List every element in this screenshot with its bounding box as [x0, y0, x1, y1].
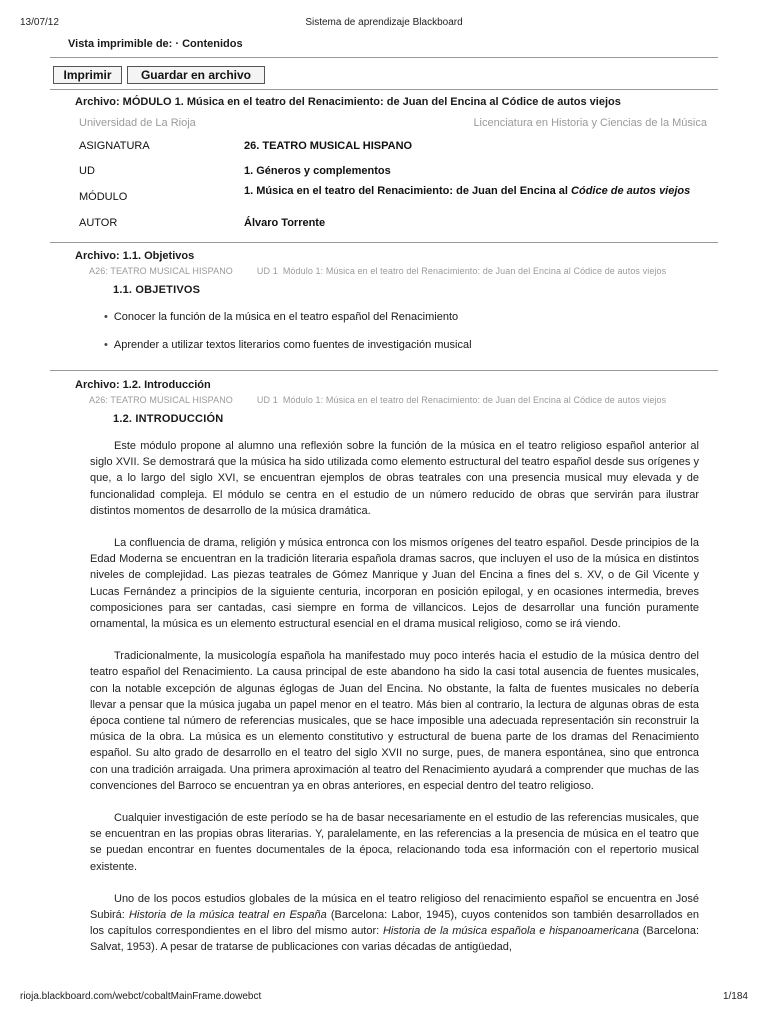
meta-value: Álvaro Torrente: [244, 217, 326, 229]
file-title: Archivo: 1.2. Introducción: [75, 379, 211, 391]
page-number: 1/184: [722, 991, 748, 1002]
list-item: • Aprender a utilizar textos literarios como fuentes de investigación musical: [104, 339, 472, 351]
breadcrumb: [89, 266, 708, 276]
module-info-table: [73, 115, 713, 229]
breadcrumb-ud: UD 1: [256, 266, 278, 276]
page-title: Vista imprimible de: · Contenidos: [68, 38, 243, 50]
section-heading: 1.2. INTRODUCCIÓN: [113, 413, 224, 425]
book-title: Historia de la música teatral en España: [128, 909, 327, 922]
divider: [50, 57, 718, 58]
introduction-text: [90, 438, 699, 972]
meta-value: 26. TEATRO MUSICAL HISPANO: [244, 140, 413, 152]
print-button[interactable]: Imprimir: [53, 66, 122, 84]
print-header: [20, 17, 748, 31]
meta-value: 1. Géneros y complementos: [244, 165, 391, 177]
print-footer: [20, 991, 748, 1005]
paragraph: Este módulo propone al alumno una reflexión sobre la función de la música en el teatro religioso español anterior al siglo XVII. Se demostrará que la música ha sido utilizada como elemento estructural del teatro español desde sus orígenes y que, a lo largo del siglo XVI, se encuentran ejemplos de obras teatrales con una presencia musical muy elevada y de funcionalidad compleja. El módulo se centra en el estudio de un número reducido de obras que servirán para ilustrar distintos momentos de desarrollo de la música dramática.: [90, 440, 699, 517]
divider: [50, 89, 718, 90]
module-name: 1. Música en el teatro del Renacimiento: de Juan del Encina al: [244, 185, 572, 197]
meta-label: AUTOR: [79, 217, 118, 229]
list-item: • Conocer la función de la música en el teatro español del Renacimiento: [104, 311, 458, 323]
meta-label: UD: [79, 165, 95, 177]
print-date: 13/07/12: [20, 17, 59, 28]
breadcrumb-subject: A26: TEATRO MUSICAL HISPANO: [89, 395, 233, 405]
paragraph: Cualquier investigación de este período se ha de basar necesariamente en el estudio de las referencias musicales, que se encuentran en las propias obras literarias. Y, paralelamente, en las referencias a la presencia de música en el teatro que se puedan encontrar en fuentes documentales de la época, relacionando toda esa información con el repertorio musical existente.: [90, 812, 699, 873]
save-to-file-button[interactable]: Guardar en archivo: [127, 66, 265, 84]
degree-name: Licenciatura en Historia y Ciencias de la Música: [473, 117, 707, 129]
meta-label: ASIGNATURA: [79, 140, 150, 152]
paragraph-text: (Barcelona: Labor, 1945), cuyos contenidos son también desarrollados en los capítulos correspondientes en el libro del mismo autor:: [90, 909, 699, 938]
breadcrumb: [89, 395, 708, 405]
file-title: Archivo: 1.1. Objetivos: [75, 250, 195, 262]
breadcrumb-module: Módulo 1: Música en el teatro del Renacimiento: de Juan del Encina al Códice de autos viejos: [282, 266, 667, 276]
institution-row: [73, 115, 713, 137]
paragraph: [90, 891, 699, 956]
paragraph-text: Uno de los pocos estudios globales de la música en el teatro religioso del renacimiento español se encuentra en José Subirá:: [90, 892, 699, 922]
meta-value: [238, 185, 703, 198]
divider: [50, 242, 718, 243]
print-page-title: Sistema de aprendizaje Blackboard: [305, 17, 463, 28]
module-name-italic: Códice de autos viejos: [571, 185, 691, 197]
divider: [50, 370, 718, 371]
breadcrumb-module: Módulo 1: Música en el teatro del Renacimiento: de Juan del Encina al Códice de autos viejos: [282, 395, 667, 405]
breadcrumb-ud: UD 1: [256, 395, 278, 405]
paragraph-text: (Barcelona: Salvat, 1953). A pesar de tratarse de publicaciones con varias décadas de antigüedad,: [90, 925, 699, 954]
print-url: rioja.blackboard.com/webct/cobaltMainFrame.dowebct: [20, 991, 262, 1002]
breadcrumb-subject: A26: TEATRO MUSICAL HISPANO: [89, 266, 233, 276]
section-heading: 1.1. OBJETIVOS: [113, 284, 201, 296]
book-title: Historia de la música española e hispanoamericana: [382, 925, 639, 938]
file-title: Archivo: MÓDULO 1. Música en el teatro del Renacimiento: de Juan del Encina al Códice de autos viejos: [75, 96, 621, 108]
institution-name: Universidad de La Rioja: [79, 117, 196, 129]
paragraph: Tradicionalmente, la musicología española ha manifestado muy poco interés hacia el estudio de la música dentro del teatro español del Renacimiento. La causa principal de este abandono ha sido la casi total ausencia de fuentes musicales, con la notable excepción de algunas églogas de Juan del Encina. No obstante, la falta de fuentes musicales no debería llevar a pensar que la música jugaba un papel menor en el teatro. Más bien al contrario, la lectura de algunas obras de esta época contiene tal número de referencias musicales, que se hace imposible una adecuada representación sin reconstruir la música de la obra. La música es un elemento constitutivo y estructural de buena parte de los dramas del Renacimiento español. Su alto grado de desarrollo en el teatro del siglo XVII no surge, pues, de manera espontánea, sino que entronca con una tradición arraigada. Una primera aproximación al teatro del Renacimiento ayudará a comprender que muchas de las convenciones del Barroco se encuentran ya en obras anteriores, en especial dentro del teatro religioso.: [90, 650, 699, 792]
paragraph: La confluencia de drama, religión y música entronca con los mismos orígenes del teatro español. Desde principios de la Edad Moderna se encuentran en la tradición literaria española dramas sacros, que incluyen el uso de la música en distintos niveles de complejidad. Las piezas teatrales de Gómez Manrique y Juan del Encina a fines del s. XV, o de Gil Vicente y Lucas Fernández a principios de la siguiente centuria, incorporan en posición epilogal, y en ocasiones intermedia, breves composiciones para ser cantadas, casi siempre en forma de villancicos. Lejos de desarrollar una función puramente ornamental, la música es un elemento estructural esencial en el drama musical religioso, como se irá viendo.: [90, 537, 699, 631]
meta-label: MÓDULO: [79, 191, 128, 203]
